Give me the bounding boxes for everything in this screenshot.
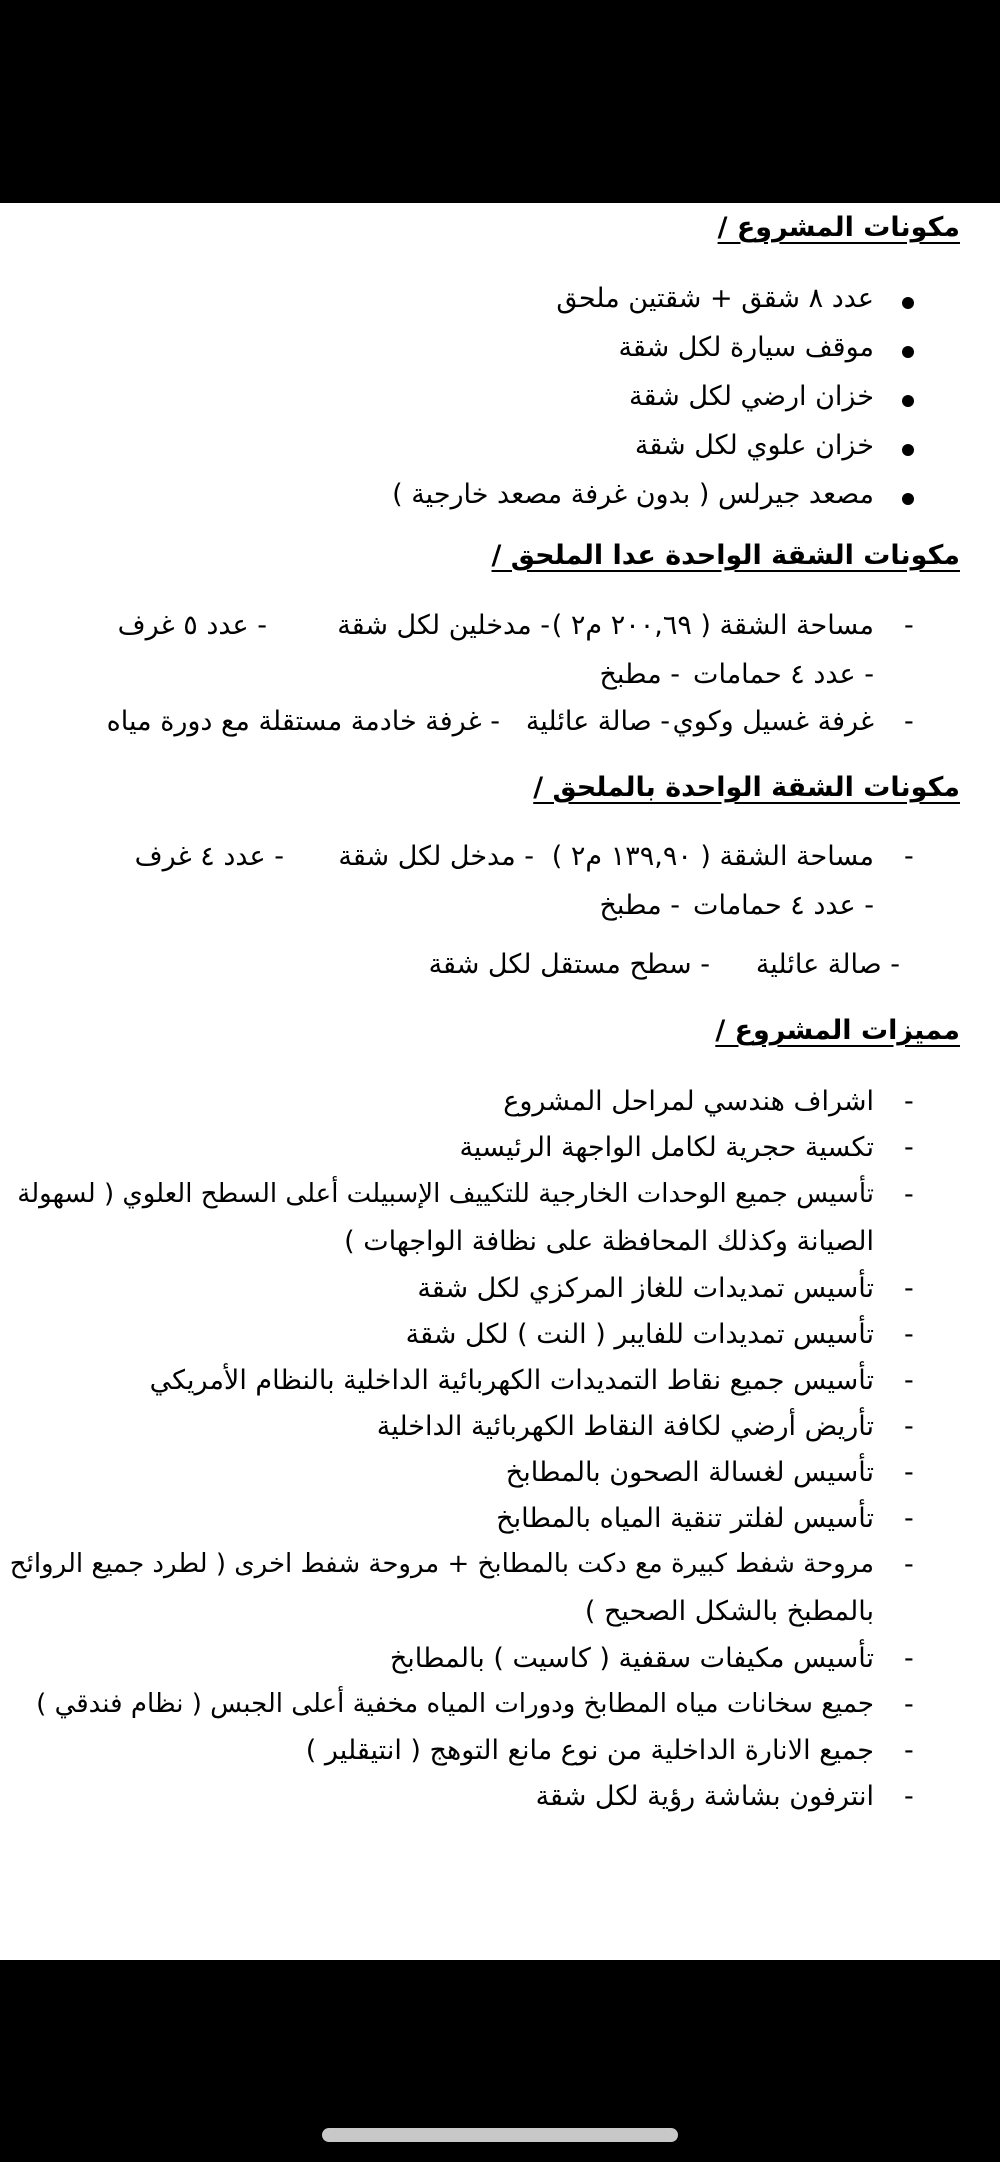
top-black-bar (0, 0, 1000, 203)
dash-marker: - (904, 610, 914, 641)
feature-item: مروحة شفط كبيرة مع دكت بالمطابخ + مروحة شفط اخرى ( لطرد جميع الروائح (9, 1549, 874, 1579)
apartment-family-hall: - صالة عائلية (525, 706, 670, 737)
components-heading: مكونات المشروع / (717, 212, 960, 243)
apartment-entrances: - مدخلين لكل شقة (337, 610, 550, 641)
annex-roof: - سطح مستقل لكل شقة (428, 949, 710, 980)
dash-marker: - (904, 1643, 914, 1674)
dash-marker: - (904, 1411, 914, 1442)
dash-marker: - (904, 1549, 914, 1580)
feature-item: اشراف هندسي لمراحل المشروع (503, 1086, 874, 1117)
dash-marker: - (904, 841, 914, 872)
apartment-maid-room: - غرفة خادمة مستقلة مع دورة مياه (106, 706, 500, 737)
annex-bathrooms: - عدد ٤ حمامات (693, 890, 874, 921)
annex-rooms: - عدد ٤ غرف (134, 841, 284, 872)
dash-marker: - (904, 1781, 914, 1812)
dash-marker: - (904, 1319, 914, 1350)
annex-family-hall: - صالة عائلية (755, 949, 900, 980)
dash-marker: - (904, 1273, 914, 1304)
dash-marker: - (904, 1365, 914, 1396)
annex-heading: مكونات الشقة الواحدة بالملحق / (533, 772, 960, 803)
annex-entrance: - مدخل لكل شقة (338, 841, 534, 872)
feature-item: تأسيس مكيفات سقفية ( كاسيت ) بالمطابخ (389, 1643, 874, 1674)
dash-marker: - (904, 1457, 914, 1488)
apartment-area: مساحة الشقة ( ٢٠٠,٦٩ م٢ ) (551, 610, 874, 641)
feature-item: تأسيس تمديدات للفايبر ( النت ) لكل شقة (405, 1319, 874, 1350)
feature-item: جميع سخانات مياه المطابخ ودورات المياه مخفية أعلى الجبس ( نظام فندقي ) (36, 1689, 874, 1719)
dash-marker: - (904, 1132, 914, 1163)
apartment-laundry: غرفة غسيل وكوي (672, 706, 874, 737)
feature-item: انترفون بشاشة رؤية لكل شقة (535, 1781, 874, 1812)
feature-item-continued: بالمطبخ بالشكل الصحيح ) (584, 1596, 874, 1627)
dash-marker: - (904, 1086, 914, 1117)
feature-item: تأسيس لغسالة الصحون بالمطابخ (505, 1457, 874, 1488)
apartment-bathrooms: - عدد ٤ حمامات (693, 659, 874, 690)
dash-marker: - (904, 1689, 914, 1720)
components-item: موقف سيارة لكل شقة (618, 332, 874, 363)
bullet-icon (902, 297, 914, 309)
dash-marker: - (904, 1503, 914, 1534)
annex-kitchen: - مطبخ (599, 890, 680, 921)
feature-item: تأسيس جميع الوحدات الخارجية للتكييف الإسبيلت أعلى السطح العلوي ( لسهولة (17, 1179, 874, 1209)
dash-marker: - (904, 1735, 914, 1766)
apartment-kitchen: - مطبخ (599, 659, 680, 690)
feature-item: تأسيس لفلتر تنقية المياه بالمطابخ (496, 1503, 874, 1534)
annex-area: مساحة الشقة ( ١٣٩,٩٠ م٢ ) (551, 841, 874, 872)
bullet-icon (902, 346, 914, 358)
bullet-icon (902, 493, 914, 505)
apartment-rooms: - عدد ٥ غرف (117, 610, 267, 641)
features-heading: مميزات المشروع / (715, 1015, 960, 1046)
feature-item: جميع الانارة الداخلية من نوع مانع التوهج ( انتيقلير ) (305, 1735, 874, 1766)
bullet-icon (902, 395, 914, 407)
document-page (0, 203, 1000, 1960)
components-item: خزان ارضي لكل شقة (629, 381, 874, 412)
home-indicator-bar[interactable] (322, 2128, 678, 2142)
components-item: عدد ٨ شقق + شقتين ملحق (556, 283, 874, 314)
feature-item: تأريض أرضي لكافة النقاط الكهربائية الداخلية (376, 1411, 874, 1442)
dash-marker: - (904, 706, 914, 737)
feature-item: تأسيس جميع نقاط التمديدات الكهربائية الداخلية بالنظام الأمريكي (149, 1365, 874, 1396)
feature-item: تأسيس تمديدات للغاز المركزي لكل شقة (417, 1273, 874, 1304)
components-item: خزان علوي لكل شقة (634, 430, 874, 461)
dash-marker: - (904, 1179, 914, 1210)
apartment-heading: مكونات الشقة الواحدة عدا الملحق / (491, 540, 960, 571)
components-item: مصعد جيرلس ( بدون غرفة مصعد خارجية ) (392, 479, 874, 510)
feature-item-continued: الصيانة وكذلك المحافظة على نظافة الواجهات ) (344, 1226, 874, 1257)
bullet-icon (902, 444, 914, 456)
feature-item: تكسية حجرية لكامل الواجهة الرئيسية (459, 1132, 874, 1163)
